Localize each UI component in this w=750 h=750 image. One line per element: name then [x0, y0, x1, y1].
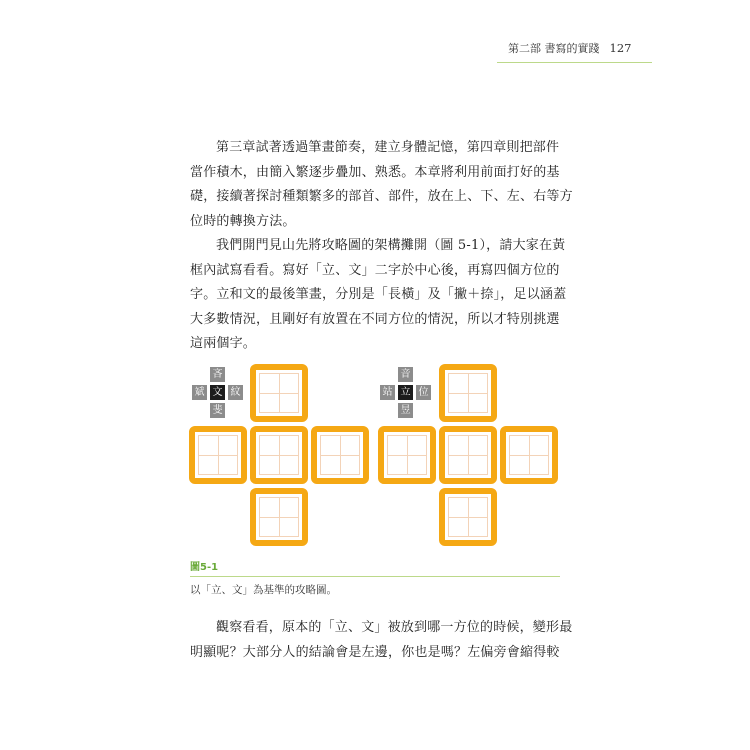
key-char-right: 位	[416, 385, 431, 400]
header-rule	[497, 62, 652, 63]
paragraph-line: 當作積木，由簡入繁逐步疊加、熟悉。本章將利用前面打好的基	[190, 164, 560, 180]
writing-grid	[448, 435, 488, 475]
writing-grid	[259, 373, 299, 413]
running-header	[508, 40, 631, 57]
figure-label: 圖5-1	[190, 562, 219, 573]
writing-box-right	[311, 426, 369, 484]
writing-box-bottom	[250, 488, 308, 546]
paragraph-3	[190, 616, 573, 665]
key-char-center: 立	[398, 385, 413, 400]
writing-box-center	[250, 426, 308, 484]
key-char-center: 文	[210, 385, 225, 400]
paragraph-line: 觀察看看，原本的「立、文」被放到哪一方位的時候，變形最	[216, 620, 573, 635]
writing-grid	[259, 497, 299, 537]
paragraph-line: 大多數情況，且剛好有放置在不同方位的情況，所以才特別挑選	[190, 311, 560, 327]
figure-caption-rule	[190, 576, 560, 577]
key-char-top: 吝	[210, 367, 225, 382]
writing-grid	[259, 435, 299, 475]
writing-grid	[387, 435, 427, 475]
paragraph-line: 位時的轉換方法。	[190, 213, 296, 229]
key-char-bottom: 昱	[398, 403, 413, 418]
paragraph-line: 框內試寫看看。寫好「立、文」二字於中心後，再寫四個方位的	[190, 262, 560, 278]
writing-box-top	[439, 364, 497, 422]
key-char-right: 紋	[228, 385, 243, 400]
writing-box-right	[500, 426, 558, 484]
paragraph-line: 這兩個字。	[190, 336, 257, 351]
paragraph-1	[190, 136, 573, 234]
key-char-top: 音	[398, 367, 413, 382]
header-part-title: 第二部 書寫的實踐	[508, 42, 600, 55]
writing-box-left	[378, 426, 436, 484]
writing-box-center	[439, 426, 497, 484]
writing-grid	[448, 373, 488, 413]
paragraph-line: 礎，接續著探討種類繁多的部首、部件，放在上、下、左、右等方	[190, 189, 573, 204]
figure-caption: 以「立、文」為基準的攻略圖。	[190, 584, 337, 596]
paragraph-line: 字。立和文的最後筆畫，分別是「長橫」及「撇＋捺」，足以涵蓋	[190, 287, 567, 302]
paragraph-2	[190, 234, 567, 357]
writing-grid	[320, 435, 360, 475]
page-number: 127	[609, 41, 632, 55]
key-char-left: 站	[380, 385, 395, 400]
key-char-bottom: 斐	[210, 403, 225, 418]
writing-box-top	[250, 364, 308, 422]
paragraph-line: 明顯呢？大部分人的結論會是左邊，你也是嗎？左偏旁會縮得較	[190, 644, 560, 660]
writing-box-left	[189, 426, 247, 484]
paragraph-line: 第三章試著透過筆畫節奏，建立身體記憶，第四章則把部件	[216, 140, 560, 155]
writing-box-bottom	[439, 488, 497, 546]
writing-grid	[448, 497, 488, 537]
writing-grid	[198, 435, 238, 475]
writing-grid	[509, 435, 549, 475]
key-char-left: 斌	[192, 385, 207, 400]
paragraph-line: 我們開門見山先將攻略圖的架構攤開（圖 5-1），請大家在黃	[216, 238, 566, 253]
